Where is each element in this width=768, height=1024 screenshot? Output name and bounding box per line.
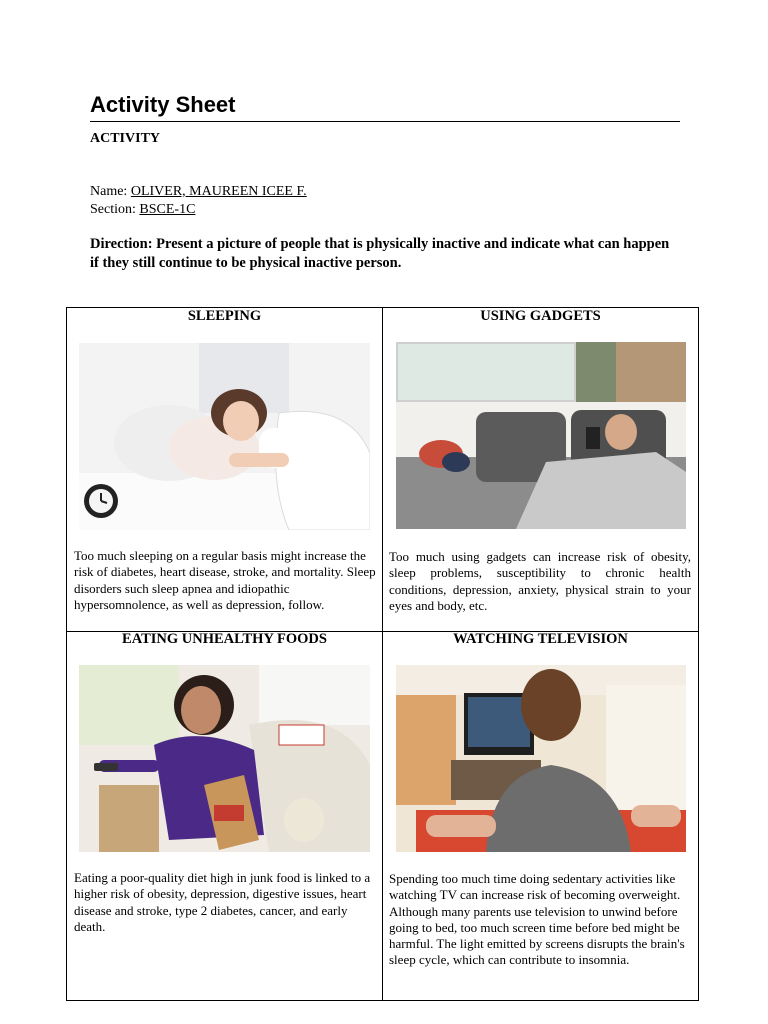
title-divider [90,121,680,122]
section-value: BSCE-1C [139,202,196,217]
activity-heading: ACTIVITY [90,131,161,146]
cell-text-sleeping: Too much sleeping on a regular basis might increase the risk of diabetes, heart disease, stroke, and mortality. Sleep disorders such sleep apnea and idiopathic hypersomnolence, as well as depression, follow. [74,548,376,612]
section-label: Section: [90,202,136,217]
cell-text-watching-television: Spending too much time doing sedentary activities like watching TV can increase risk of becoming overweight. Although many parents use television to unwind before going to bed, too much screen time before bed might be harmful. The light emitted by screens disrupts the brain's sleep cycle, which can contribute to insomnia. [389,871,685,968]
cell-text-using-gadgets: Too much using gadgets can increase risk of obesity, sleep problems, susceptibility to chronic health conditions, depression, anxiety, physical strain to your eyes and body, etc. [389,549,691,613]
television-photo [396,665,686,852]
name-value: OLIVER, MAUREEN ICEE F. [130,184,307,199]
cell-title-using-gadgets: USING GADGETS [480,308,601,324]
gadgets-photo [396,342,686,529]
cell-text-eating-unhealthy: Eating a poor-quality diet high in junk food is linked to a higher risk of obesity, depression, digestive issues, heart disease and stroke, type 2 diabetes, cancer, and early death. [74,870,371,934]
activity-table [66,307,699,1001]
page-title: Activity Sheet [90,92,236,117]
direction-text: Direction: Present a picture of people that is physically inactive and indicate what can happen if they still continue to be physical inactive person. [90,236,670,271]
sleeping-photo [79,343,370,530]
section-field [90,202,195,218]
cell-title-sleeping: SLEEPING [187,308,262,324]
name-label: Name: [90,184,128,199]
eating-photo [79,665,370,852]
table-vertical-divider [382,308,383,1000]
name-field [90,184,307,200]
cell-title-eating-unhealthy: EATING UNHEALTHY FOODS [122,631,327,647]
cell-title-watching-television: WATCHING TELEVISION [453,631,628,647]
